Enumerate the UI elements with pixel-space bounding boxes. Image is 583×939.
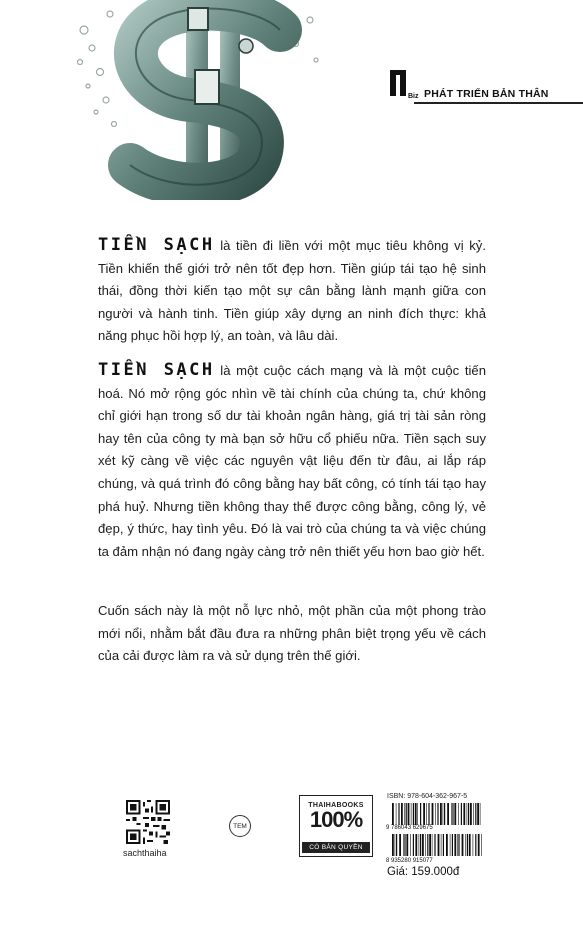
qr-caption: sachthaiha — [123, 848, 167, 858]
paragraph-1-text: là tiền đi liền với một mục tiêu không vị kỷ. Tiền khiến thế giới trở nên tốt đẹp hơn. Tiền giúp tái tạo hệ sinh thái, đồng thời kiến tạo một sự cân bằng lành mạnh giữa con người và hành tinh. Tiền giúp xây dựng an ninh đích thực: khả năng phục hồi hợp lý, an toàn, và lâu dài. — [98, 238, 486, 344]
paragraph-1-lead: TIỀN SẠCH — [98, 235, 215, 255]
badge-bar-label: CÓ BẢN QUYỀN — [302, 842, 370, 853]
dollar-sign-illustration — [70, 0, 330, 200]
tem-stamp: TEM — [229, 815, 251, 837]
isbn-label: ISBN: 978-604-362-967-5 — [387, 793, 468, 800]
paragraph-3 — [98, 600, 486, 668]
price-label: Giá: 159.000đ — [387, 866, 460, 878]
paragraph-2-text: là một cuộc cách mạng và là một cuộc tiến hoá. Nó mở rộng góc nhìn về tài chính của chúng ta, chứ không chỉ giới hạn trong số dư tài khoản ngân hàng, giá trị tài sản ròng hay tên của công ty mà bạn sở hữu cổ phiếu nữa. Tiền sạch suy xét kỹ càng về việc các nguyên vật liệu đến từ đâu, ai lắp ráp chúng, và quá trình đó công bằng hay bất công, có tính tái tạo hay phá huỷ. Nhưng tiền không thay thế được công bằng, công lý, vẻ đẹp, ý thức, hay tình yêu. Đó là vai trò của chúng ta và việc chúng ta đảm nhận nó đang ngày càng trở nên thiết yếu hơn bao giờ hết. — [98, 363, 486, 559]
series-label: PHÁT TRIỂN BẢN THÂN — [424, 88, 549, 100]
publisher-logo-icon — [388, 64, 422, 102]
paragraph-1 — [98, 234, 486, 348]
paragraph-3-text: Cuốn sách này là một nỗ lực nhỏ, một phần của một phong trào mới nổi, nhằm bắt đầu đưa ra những phân biệt trọng yếu về cách của cải được làm ra và sử dụng trên thế giới. — [98, 603, 486, 664]
series-header — [388, 64, 583, 108]
paragraph-2-lead: TIỀN SẠCH — [98, 360, 215, 380]
barcode-icon — [386, 801, 484, 864]
badge-brand: THAIHABOOKS — [308, 802, 364, 809]
series-divider — [414, 102, 583, 104]
qr-code-icon[interactable] — [126, 800, 170, 844]
copyright-badge — [299, 795, 373, 857]
barcode-top-digits: 9 786043 629675 — [386, 825, 433, 831]
barcode-bottom-digits: 8 935280 915077 — [386, 858, 433, 864]
paragraph-2 — [98, 359, 486, 563]
svg-text:Biz: Biz — [408, 93, 419, 100]
badge-percent: 100% — [309, 807, 363, 832]
